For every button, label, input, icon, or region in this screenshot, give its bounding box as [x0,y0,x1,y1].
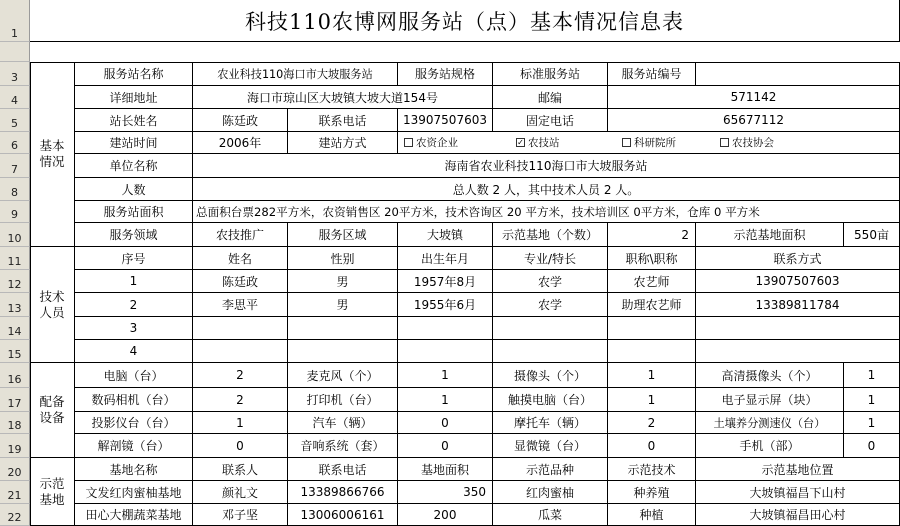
row-header[interactable]: 3 [0,62,30,86]
demo-header[interactable]: 联系人 [193,458,288,481]
head-name-value[interactable]: 陈廷政 [193,109,288,132]
station-number-label[interactable]: 服务站编号 [608,62,696,86]
equipment-name[interactable]: 摄像头（个） [493,363,608,388]
equipment-name[interactable]: 显微镜（台） [493,434,608,458]
row-header[interactable]: 15 [0,340,30,363]
row-header[interactable] [0,42,30,62]
built-time-value[interactable]: 2006年 [193,132,288,154]
row-header[interactable]: 5 [0,109,30,132]
demo-count-label[interactable]: 示范基地（个数） [493,223,608,247]
checkbox-checked-icon[interactable]: ✓ [517,137,524,147]
demo-cell[interactable]: 瓜菜 [493,504,608,526]
row-header[interactable]: 20 [0,458,30,481]
section-label-equipment[interactable] [30,363,75,458]
demo-cell[interactable]: 13006006161 [288,504,398,526]
tech-cell[interactable]: 农学 [493,270,608,293]
demo-cell[interactable]: 种养殖 [608,481,696,504]
section-label-text: 基地 [39,491,65,507]
row-header[interactable]: 19 [0,434,30,458]
method-option[interactable] [516,135,560,150]
section-label-text: 设备 [39,410,65,425]
people-label[interactable]: 人数 [75,178,193,201]
tech-cell[interactable]: 13907507603 [696,270,900,293]
row-header[interactable]: 13 [0,293,30,317]
tech-header[interactable]: 职称\职称 [608,247,696,270]
row-header[interactable]: 8 [0,178,30,201]
demo-cell[interactable]: 红肉蜜柚 [493,481,608,504]
demo-header[interactable]: 基地面积 [398,458,493,481]
section-label-text: 技术 [39,288,65,304]
equipment-count[interactable]: 0 [608,434,696,458]
tech-cell[interactable]: 1957年8月 [398,270,493,293]
tech-cell[interactable] [696,317,900,340]
row-header[interactable]: 4 [0,86,30,109]
tech-cell[interactable]: 4 [75,340,193,363]
tech-header[interactable]: 姓名 [193,247,288,270]
equipment-name[interactable]: 解剖镜（台） [75,434,193,458]
tech-header[interactable]: 性别 [288,247,398,270]
page-title[interactable]: 科技110农博网服务站（点）基本情况信息表 [30,0,900,42]
equipment-name[interactable]: 电脑（台） [75,363,193,388]
row-header[interactable]: 16 [0,363,30,388]
station-name-label[interactable]: 服务站名称 [75,62,193,86]
demo-header[interactable]: 示范基地位置 [696,458,900,481]
demo-cell[interactable]: 种植 [608,504,696,526]
row-header[interactable]: 6 [0,132,30,154]
tech-cell[interactable]: 陈廷政 [193,270,288,293]
tech-cell[interactable] [193,317,288,340]
method-option-label: 农资企业 [416,137,458,149]
demo-cell[interactable]: 13389866766 [288,481,398,504]
station-spec-label[interactable]: 服务站规格 [398,62,493,86]
demo-cell[interactable]: 200 [398,504,493,526]
method-option-label: 农技协会 [732,137,774,149]
phone-label[interactable]: 联系电话 [288,109,398,132]
demo-count-value[interactable]: 2 [608,223,696,247]
equipment-name[interactable]: 电子显示屏（块） [696,388,844,412]
method-option[interactable] [622,135,676,150]
equipment-count[interactable]: 2 [193,363,288,388]
address-label[interactable]: 详细地址 [75,86,193,109]
section-label-demo[interactable] [30,458,75,526]
tech-cell[interactable] [398,317,493,340]
tech-header[interactable]: 出生年月 [398,247,493,270]
tech-cell[interactable] [288,317,398,340]
built-time-label[interactable]: 建站时间 [75,132,193,154]
tech-cell[interactable]: 农学 [493,293,608,317]
region-value[interactable]: 大坡镇 [398,223,493,247]
area-value[interactable]: 总面积台票282平方米，农资销售区 20平方米，技术咨询区 20 平方米，技术培训区 0平方米，仓库 0 平方米 [193,201,900,223]
demo-area-label[interactable]: 示范基地面积 [696,223,844,247]
row-header[interactable]: 11 [0,247,30,270]
built-method-options [398,132,900,154]
tech-cell[interactable]: 1 [75,270,193,293]
fixed-phone-label[interactable]: 固定电话 [493,109,608,132]
checkbox-icon[interactable] [404,138,413,147]
section-label-text: 示范 [39,475,65,491]
equipment-count[interactable]: 1 [844,388,900,412]
equipment-name[interactable]: 投影仪台（台） [75,412,193,434]
tech-cell[interactable] [608,340,696,363]
row-header[interactable]: 10 [0,223,30,247]
equipment-name[interactable]: 打印机（台） [288,388,398,412]
method-option[interactable] [404,135,458,150]
equipment-count[interactable]: 2 [193,388,288,412]
equipment-name[interactable]: 高清摄像头（个） [696,363,844,388]
tech-cell[interactable]: 1955年6月 [398,293,493,317]
equipment-count[interactable]: 0 [398,412,493,434]
equipment-count[interactable]: 1 [398,363,493,388]
demo-cell[interactable]: 大坡镇福昌下山村 [696,481,900,504]
section-label-text: 人员 [39,304,65,320]
equipment-count[interactable]: 0 [398,434,493,458]
tech-cell[interactable] [608,317,696,340]
method-option[interactable] [720,135,774,150]
demo-cell[interactable]: 350 [398,481,493,504]
equipment-name[interactable]: 数码相机（台） [75,388,193,412]
section-label-tech[interactable] [30,247,75,363]
field-value[interactable]: 农技推广 [193,223,288,247]
tech-cell[interactable]: 13389811784 [696,293,900,317]
equipment-count[interactable]: 0 [844,434,900,458]
tech-cell[interactable] [288,340,398,363]
tech-cell[interactable]: 助理农艺师 [608,293,696,317]
section-label-text: 基本 [39,138,65,153]
tech-header[interactable]: 联系方式 [696,247,900,270]
tech-header[interactable]: 序号 [75,247,193,270]
equipment-name[interactable]: 触摸电脑（台） [493,388,608,412]
equipment-count[interactable]: 0 [193,434,288,458]
tech-cell[interactable]: 2 [75,293,193,317]
row-header[interactable]: 12 [0,270,30,293]
postcode-value[interactable]: 571142 [608,86,900,109]
tech-cell[interactable] [493,317,608,340]
demo-header[interactable]: 示范技术 [608,458,696,481]
head-name-label[interactable]: 站长姓名 [75,109,193,132]
equipment-count[interactable]: 1 [193,412,288,434]
equipment-count[interactable]: 1 [608,363,696,388]
tech-cell[interactable] [398,340,493,363]
unit-label[interactable]: 单位名称 [75,154,193,178]
tech-cell[interactable] [696,340,900,363]
row-header[interactable]: 17 [0,388,30,412]
demo-cell[interactable]: 邓子坚 [193,504,288,526]
method-option-label: 科研院所 [634,137,676,149]
tech-header[interactable]: 专业/特长 [493,247,608,270]
section-label-text: 情况 [39,154,65,169]
people-value[interactable]: 总人数 2 人，其中技术人员 2 人。 [193,178,900,201]
row-header[interactable]: 9 [0,201,30,223]
equipment-count[interactable]: 1 [608,388,696,412]
section-label-text: 配备 [39,394,65,409]
tech-cell[interactable] [193,340,288,363]
tech-cell[interactable]: 男 [288,293,398,317]
tech-cell[interactable]: 农艺师 [608,270,696,293]
equipment-name[interactable]: 手机（部） [696,434,844,458]
phone-value[interactable]: 13907507603 [398,109,493,132]
equipment-name[interactable]: 摩托车（辆） [493,412,608,434]
equipment-name[interactable]: 土壤养分测速仪（台） [696,412,844,434]
tech-cell[interactable]: 男 [288,270,398,293]
demo-header[interactable]: 基地名称 [75,458,193,481]
equipment-name[interactable]: 音响系统（套） [288,434,398,458]
equipment-count[interactable]: 1 [844,412,900,434]
field-label[interactable]: 服务领域 [75,223,193,247]
region-label[interactable]: 服务区域 [288,223,398,247]
row-header[interactable]: 22 [0,504,30,526]
demo-header[interactable]: 示范品种 [493,458,608,481]
tech-cell[interactable]: 李思平 [193,293,288,317]
row-header[interactable]: 14 [0,317,30,340]
equipment-count[interactable]: 2 [608,412,696,434]
row-header[interactable]: 18 [0,412,30,434]
equipment-name[interactable]: 汽车（辆） [288,412,398,434]
demo-header[interactable]: 联系电话 [288,458,398,481]
demo-cell[interactable]: 田心大棚蔬菜基地 [75,504,193,526]
tech-cell[interactable] [493,340,608,363]
method-option-label: 农技站 [528,137,560,149]
checkbox-icon[interactable] [622,138,631,147]
area-label[interactable]: 服务站面积 [75,201,193,223]
section-label-basic[interactable] [30,62,75,247]
tech-cell[interactable]: 3 [75,317,193,340]
row-header[interactable]: 1 [0,0,30,42]
row-header[interactable]: 21 [0,481,30,504]
demo-cell[interactable]: 颜礼文 [193,481,288,504]
fixed-phone-value[interactable]: 65677112 [608,109,900,132]
checkbox-icon[interactable] [720,138,729,147]
station-name-value[interactable]: 农业科技110海口市大坡服务站 [193,62,398,86]
address-value[interactable]: 海口市琼山区大坡镇大坡大道154号 [193,86,493,109]
equipment-count[interactable]: 1 [844,363,900,388]
demo-cell[interactable]: 大坡镇福昌田心村 [696,504,900,526]
equipment-count[interactable]: 1 [398,388,493,412]
station-number-value[interactable] [696,62,900,86]
demo-cell[interactable]: 文发红肉蜜柚基地 [75,481,193,504]
station-spec-value[interactable]: 标准服务站 [493,62,608,86]
unit-value[interactable]: 海南省农业科技110海口市大坡服务站 [193,154,900,178]
row-header[interactable]: 7 [0,154,30,178]
equipment-name[interactable]: 麦克风（个） [288,363,398,388]
demo-area-value[interactable]: 550亩 [844,223,900,247]
built-method-label[interactable]: 建站方式 [288,132,398,154]
postcode-label[interactable]: 邮编 [493,86,608,109]
